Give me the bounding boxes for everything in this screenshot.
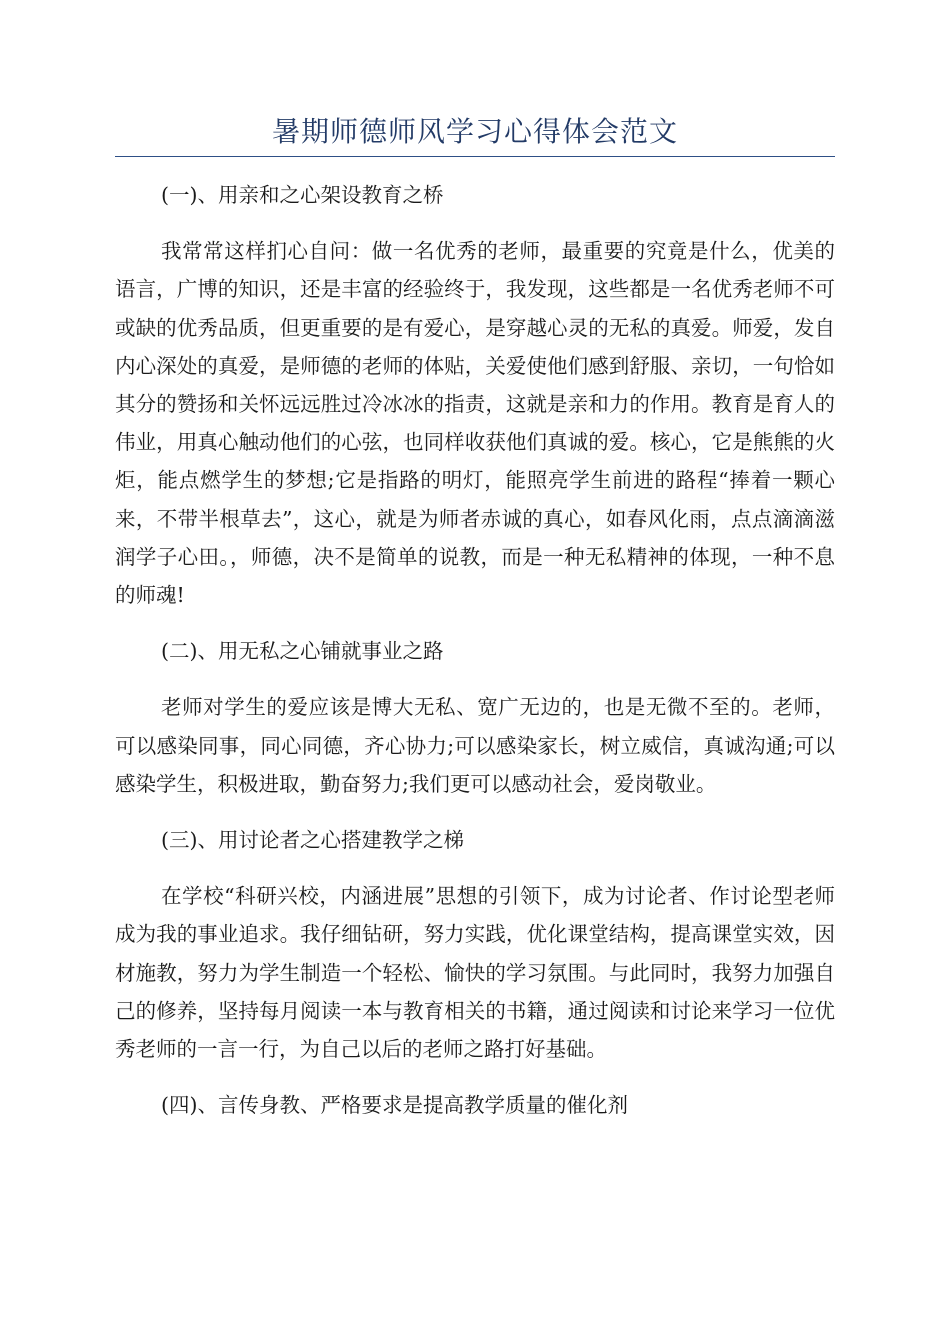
title-block xyxy=(115,108,835,157)
section-heading-2: (二)、用无私之心铺就事业之路 xyxy=(161,639,444,664)
document-title: 暑期师德师风学习心得体会范文 xyxy=(271,115,678,148)
section-paragraph-1: 我常常这样扪心自问：做一名优秀的老师，最重要的究竟是什么，优美的语言，广博的知识，还是丰富的经验终于，我发现，这些都是一名优秀老师不可或缺的优秀品质，但更重要的是有爱心，是穿越心灵的无私的真爱。师爱，发自内心深处的真爱，是师德的老师的体贴，关爱使他们感到舒服、亲切，一句恰如其分的赞扬和关怀远远胜过冷冰冰的指责，这就是亲和力的作用。教育是育人的伟业，用真心触动他们的心弦，也同样收获他们真诚的爱。核心，它是熊熊的火炬，能点燃学生的梦想;它是指路的明灯，能照亮学生前进的路程“捧着一颗心来，不带半根草去”，这心，就是为师者赤诚的真心，如春风化雨，点点滴滴滋润学子心田。，师德，决不是简单的说教，而是一种无私精神的体现，一种不息的师魂! xyxy=(115,239,835,608)
section-heading-4: (四)、言传身教、严格要求是提高教学质量的催化剂 xyxy=(161,1093,628,1118)
section-heading-3: (三)、用讨论者之心搭建教学之梯 xyxy=(161,828,464,853)
section-heading-1: (一)、用亲和之心架设教育之桥 xyxy=(161,183,444,207)
section-paragraph-3: 在学校“科研兴校，内涵进展”思想的引领下，成为讨论者、作讨论型老师成为我的事业追求。我仔细钻研，努力实践，优化课堂结构，提高课堂实效，因材施教，努力为学生制造一个轻松、愉快的学习氛围。与此同时，我努力加强自己的修养，坚持每月阅读一本与教育相关的书籍，通过阅读和讨论来学习一位优秀老师的一言一行，为自己以后的老师之路打好基础。 xyxy=(115,884,835,1062)
document-body xyxy=(115,176,835,1142)
section-paragraph-2: 老师对学生的爱应该是博大无私、宽广无边的，也是无微不至的。老师，可以感染同事，同心同德，齐心协力;可以感染家长，树立威信，真诚沟通;可以感染学生，积极进取，勤奋努力;我们更可以感动社会，爱岗敬业。 xyxy=(115,695,835,796)
